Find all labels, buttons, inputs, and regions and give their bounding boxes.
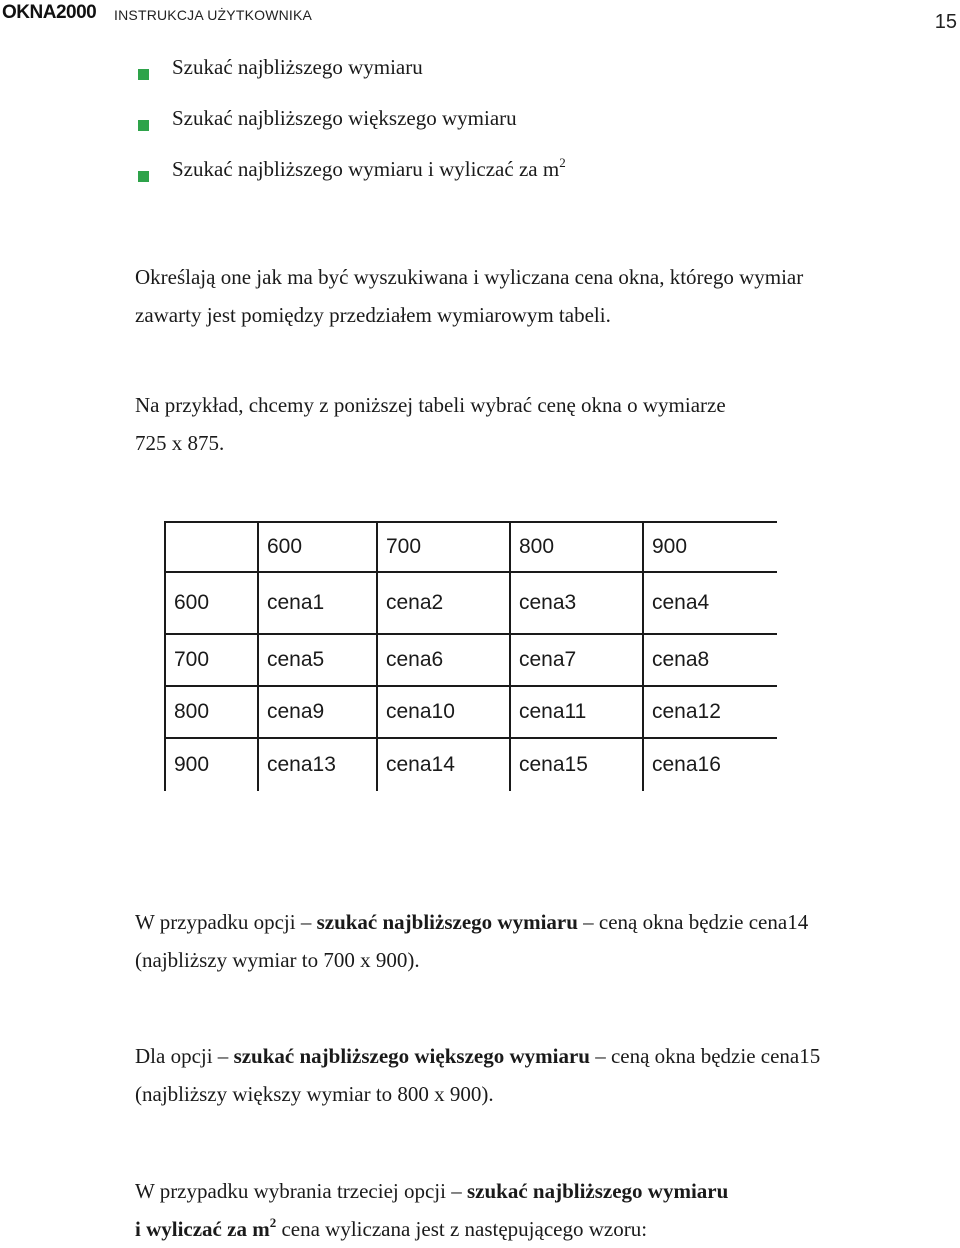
table-cell: cena7 xyxy=(511,635,644,687)
text-fragment: – ceną okna będzie cena14 xyxy=(577,910,809,934)
green-square-bullet-icon xyxy=(138,69,149,80)
table-row xyxy=(164,687,777,739)
green-square-bullet-icon xyxy=(138,171,149,182)
option-label: Szukać najbliższego wymiaru xyxy=(172,55,423,79)
row-header: 600 xyxy=(164,573,259,635)
text-line: (najbliższy większy wymiar to 800 x 900). xyxy=(135,1082,494,1106)
column-header: 900 xyxy=(644,521,777,573)
row-header: 700 xyxy=(164,635,259,687)
text-fragment: – ceną okna będzie cena15 xyxy=(589,1044,821,1068)
superscript: 2 xyxy=(559,155,566,170)
option-label: Szukać najbliższego wymiaru i wyliczać za $m^2$ xyxy=(172,155,566,181)
text-line: zawarty jest pomiędzy przedziałem wymiarowym tabeli. xyxy=(135,303,611,327)
table-cell: cena12 xyxy=(644,687,777,739)
table-cell: cena8 xyxy=(644,635,777,687)
option-label: Szukać najbliższego większego wymiaru xyxy=(172,106,517,130)
option-name-bold: szukać najbliższego większego wymiaru xyxy=(233,1044,590,1068)
table-cell: cena3 xyxy=(511,573,644,635)
option-list xyxy=(138,55,566,217)
green-square-bullet-icon xyxy=(138,120,149,131)
text-line: Na przykład, chcemy z poniższej tabeli wybrać cenę okna o wymiarze xyxy=(135,393,726,417)
table-cell: cena5 xyxy=(259,635,378,687)
text-line: Określają one jak ma być wyszukiwana i wyliczana cena okna, którego wymiar xyxy=(135,265,804,289)
table-cell: cena16 xyxy=(652,753,721,776)
table-cell: cena15 xyxy=(511,739,644,791)
header-subtitle: INSTRUKCJA UŻYTKOWNIKA xyxy=(114,7,313,23)
table-cell: cena4 xyxy=(644,573,777,635)
text-fragment: Dla opcji – xyxy=(135,1044,234,1068)
table-cell: cena11 xyxy=(511,687,644,739)
text-line: (najbliższy wymiar to 700 x 900). xyxy=(135,948,420,972)
column-header: 600 xyxy=(259,521,378,573)
paragraph-nearest-larger xyxy=(135,1037,820,1113)
table-row xyxy=(164,635,777,687)
option-name-bold: szukać najbliższego wymiaru xyxy=(466,1179,729,1203)
text-fragment: W przypadku opcji – xyxy=(135,910,317,934)
column-header: 700 xyxy=(378,521,511,573)
row-header: 800 xyxy=(164,687,259,739)
table-cell: cena13 xyxy=(259,739,378,791)
table-cell: cena6 xyxy=(378,635,511,687)
header-brand: OKNA2000 xyxy=(2,2,97,23)
superscript: 2 xyxy=(269,1215,277,1230)
table-cell: cena14 xyxy=(378,739,511,791)
table-row xyxy=(164,573,777,635)
column-header: 800 xyxy=(511,521,644,573)
paragraph-nearest xyxy=(135,903,808,979)
paragraph-intro xyxy=(135,258,803,334)
row-header: 900 xyxy=(164,739,259,791)
paragraph-example xyxy=(135,386,726,462)
page-number: 15 xyxy=(934,11,957,33)
text-line: 725 x 875. xyxy=(135,431,225,455)
table-header-row xyxy=(164,521,777,573)
option-name-bold: i wyliczać za $m^2$ xyxy=(135,1215,277,1241)
list-item xyxy=(138,155,566,217)
price-table xyxy=(164,521,777,791)
paragraph-third-option xyxy=(135,1172,728,1248)
table-row xyxy=(164,739,777,791)
table-cell: cena10 xyxy=(378,687,511,739)
table-cell: cena2 xyxy=(378,573,511,635)
option-name-bold: szukać najbliższego wymiaru xyxy=(316,910,578,934)
table-cell: cena1 xyxy=(259,573,378,635)
table-cell: cena9 xyxy=(259,687,378,739)
text-fragment: cena wyliczana jest z następującego wzoru: xyxy=(276,1217,648,1241)
table-corner-cell xyxy=(164,521,259,573)
text-fragment: W przypadku wybrania trzeciej opcji – xyxy=(135,1179,467,1203)
